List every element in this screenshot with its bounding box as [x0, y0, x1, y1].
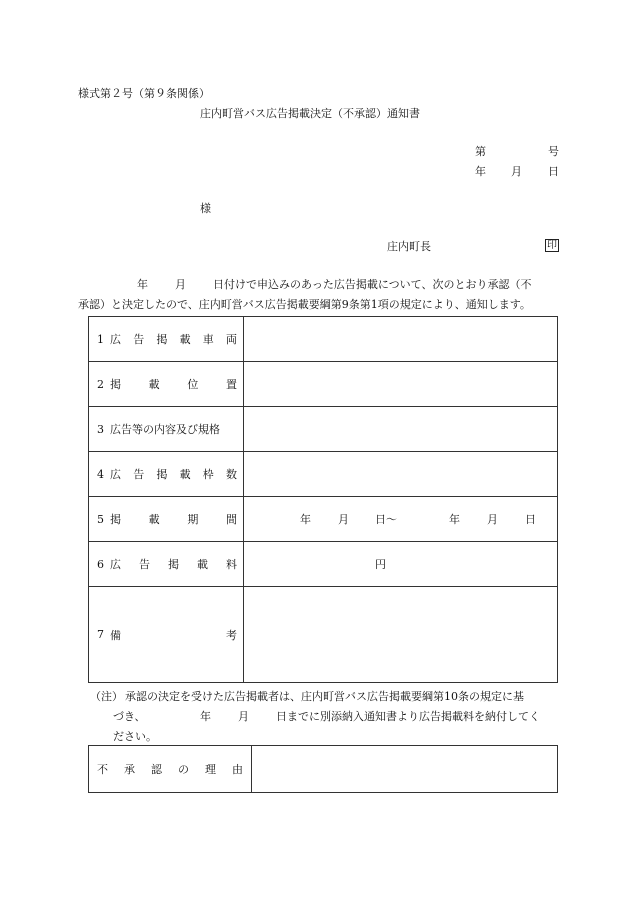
body-year: 年 — [137, 278, 148, 291]
date-day: 日 — [548, 165, 559, 178]
addressee-suffix: 様 — [200, 202, 211, 215]
table-row — [89, 587, 558, 683]
seal-stamp — [545, 236, 559, 251]
period-start-day: 日〜 — [375, 513, 397, 526]
reason-value-cell[interactable] — [252, 746, 558, 793]
form-number: 様式第２号（第９条関係） — [78, 87, 210, 100]
row-number: 4 — [97, 467, 104, 481]
value-cell-vehicle[interactable] — [244, 317, 558, 362]
period-start-month: 月 — [338, 513, 349, 526]
note-line1: 承認の決定を受けた広告掲載者は、庄内町営バス広告掲載要綱第10条の規定に基 — [125, 690, 524, 703]
body-month: 月 — [175, 278, 186, 291]
reason-label: 不 承 認 の 理 由 — [97, 763, 243, 776]
value-cell-fee[interactable] — [244, 542, 558, 587]
note-line3: ださい。 — [113, 730, 157, 743]
table-row — [89, 497, 558, 542]
value-cell-slots[interactable] — [244, 452, 558, 497]
fee-unit: 円 — [375, 558, 386, 571]
value-cell-content[interactable] — [244, 407, 558, 452]
table-row — [89, 542, 558, 587]
note-prefix: （注） — [90, 690, 123, 703]
reason-table — [88, 745, 558, 793]
table-row — [89, 362, 558, 407]
body-line2: 承認）と決定したので、庄内町営バス広告掲載要綱第9条第1項の規定により、通知します。 — [78, 298, 531, 311]
row-label-slots: 広 告 掲 載 枠 数 — [110, 468, 237, 481]
details-table — [88, 316, 558, 683]
seal-text: 印 — [547, 240, 557, 251]
table-row — [89, 452, 558, 497]
row-number: 2 — [97, 377, 104, 391]
row-label-remarks: 備 考 — [110, 628, 237, 642]
table-row — [89, 317, 558, 362]
table-row — [89, 407, 558, 452]
issuer: 庄内町長 — [387, 240, 431, 253]
note-month: 月 — [238, 710, 249, 723]
row-label-fee: 広 告 掲 載 料 — [110, 558, 237, 571]
row-label-period: 掲 載 期 間 — [110, 513, 237, 526]
period-end-day: 日 — [525, 513, 536, 526]
row-label-position: 掲 載 位 置 — [110, 378, 237, 391]
row-number: 5 — [97, 512, 104, 526]
row-number: 1 — [97, 332, 104, 346]
note-line2b: 日までに別添納入通知書より広告掲載料を納付してく — [276, 710, 540, 723]
row-label-vehicle: 広 告 掲 載 車 両 — [110, 333, 237, 346]
date-year: 年 — [475, 165, 486, 178]
period-start-year: 年 — [300, 513, 311, 526]
doc-no-go: 号 — [548, 145, 559, 158]
value-cell-remarks[interactable] — [244, 587, 558, 683]
note-line2a: づき、 — [113, 710, 146, 723]
date-month: 月 — [511, 165, 522, 178]
period-end-month: 月 — [487, 513, 498, 526]
row-number: 6 — [97, 557, 104, 571]
value-cell-position[interactable] — [244, 362, 558, 407]
body-line1: 日付けで申込みのあった広告掲載について、次のとおり承認（不 — [213, 278, 532, 291]
row-number: 3 — [97, 422, 104, 436]
value-cell-period[interactable] — [244, 497, 558, 542]
note-year: 年 — [200, 710, 211, 723]
row-label-content: 広告等の内容及び規格 — [110, 423, 220, 436]
doc-no-dai: 第 — [475, 145, 486, 158]
page-title: 庄内町営バス広告掲載決定（不承認）通知書 — [200, 107, 420, 120]
period-end-year: 年 — [449, 513, 460, 526]
row-number: 7 — [97, 628, 104, 641]
table-row — [89, 746, 558, 793]
